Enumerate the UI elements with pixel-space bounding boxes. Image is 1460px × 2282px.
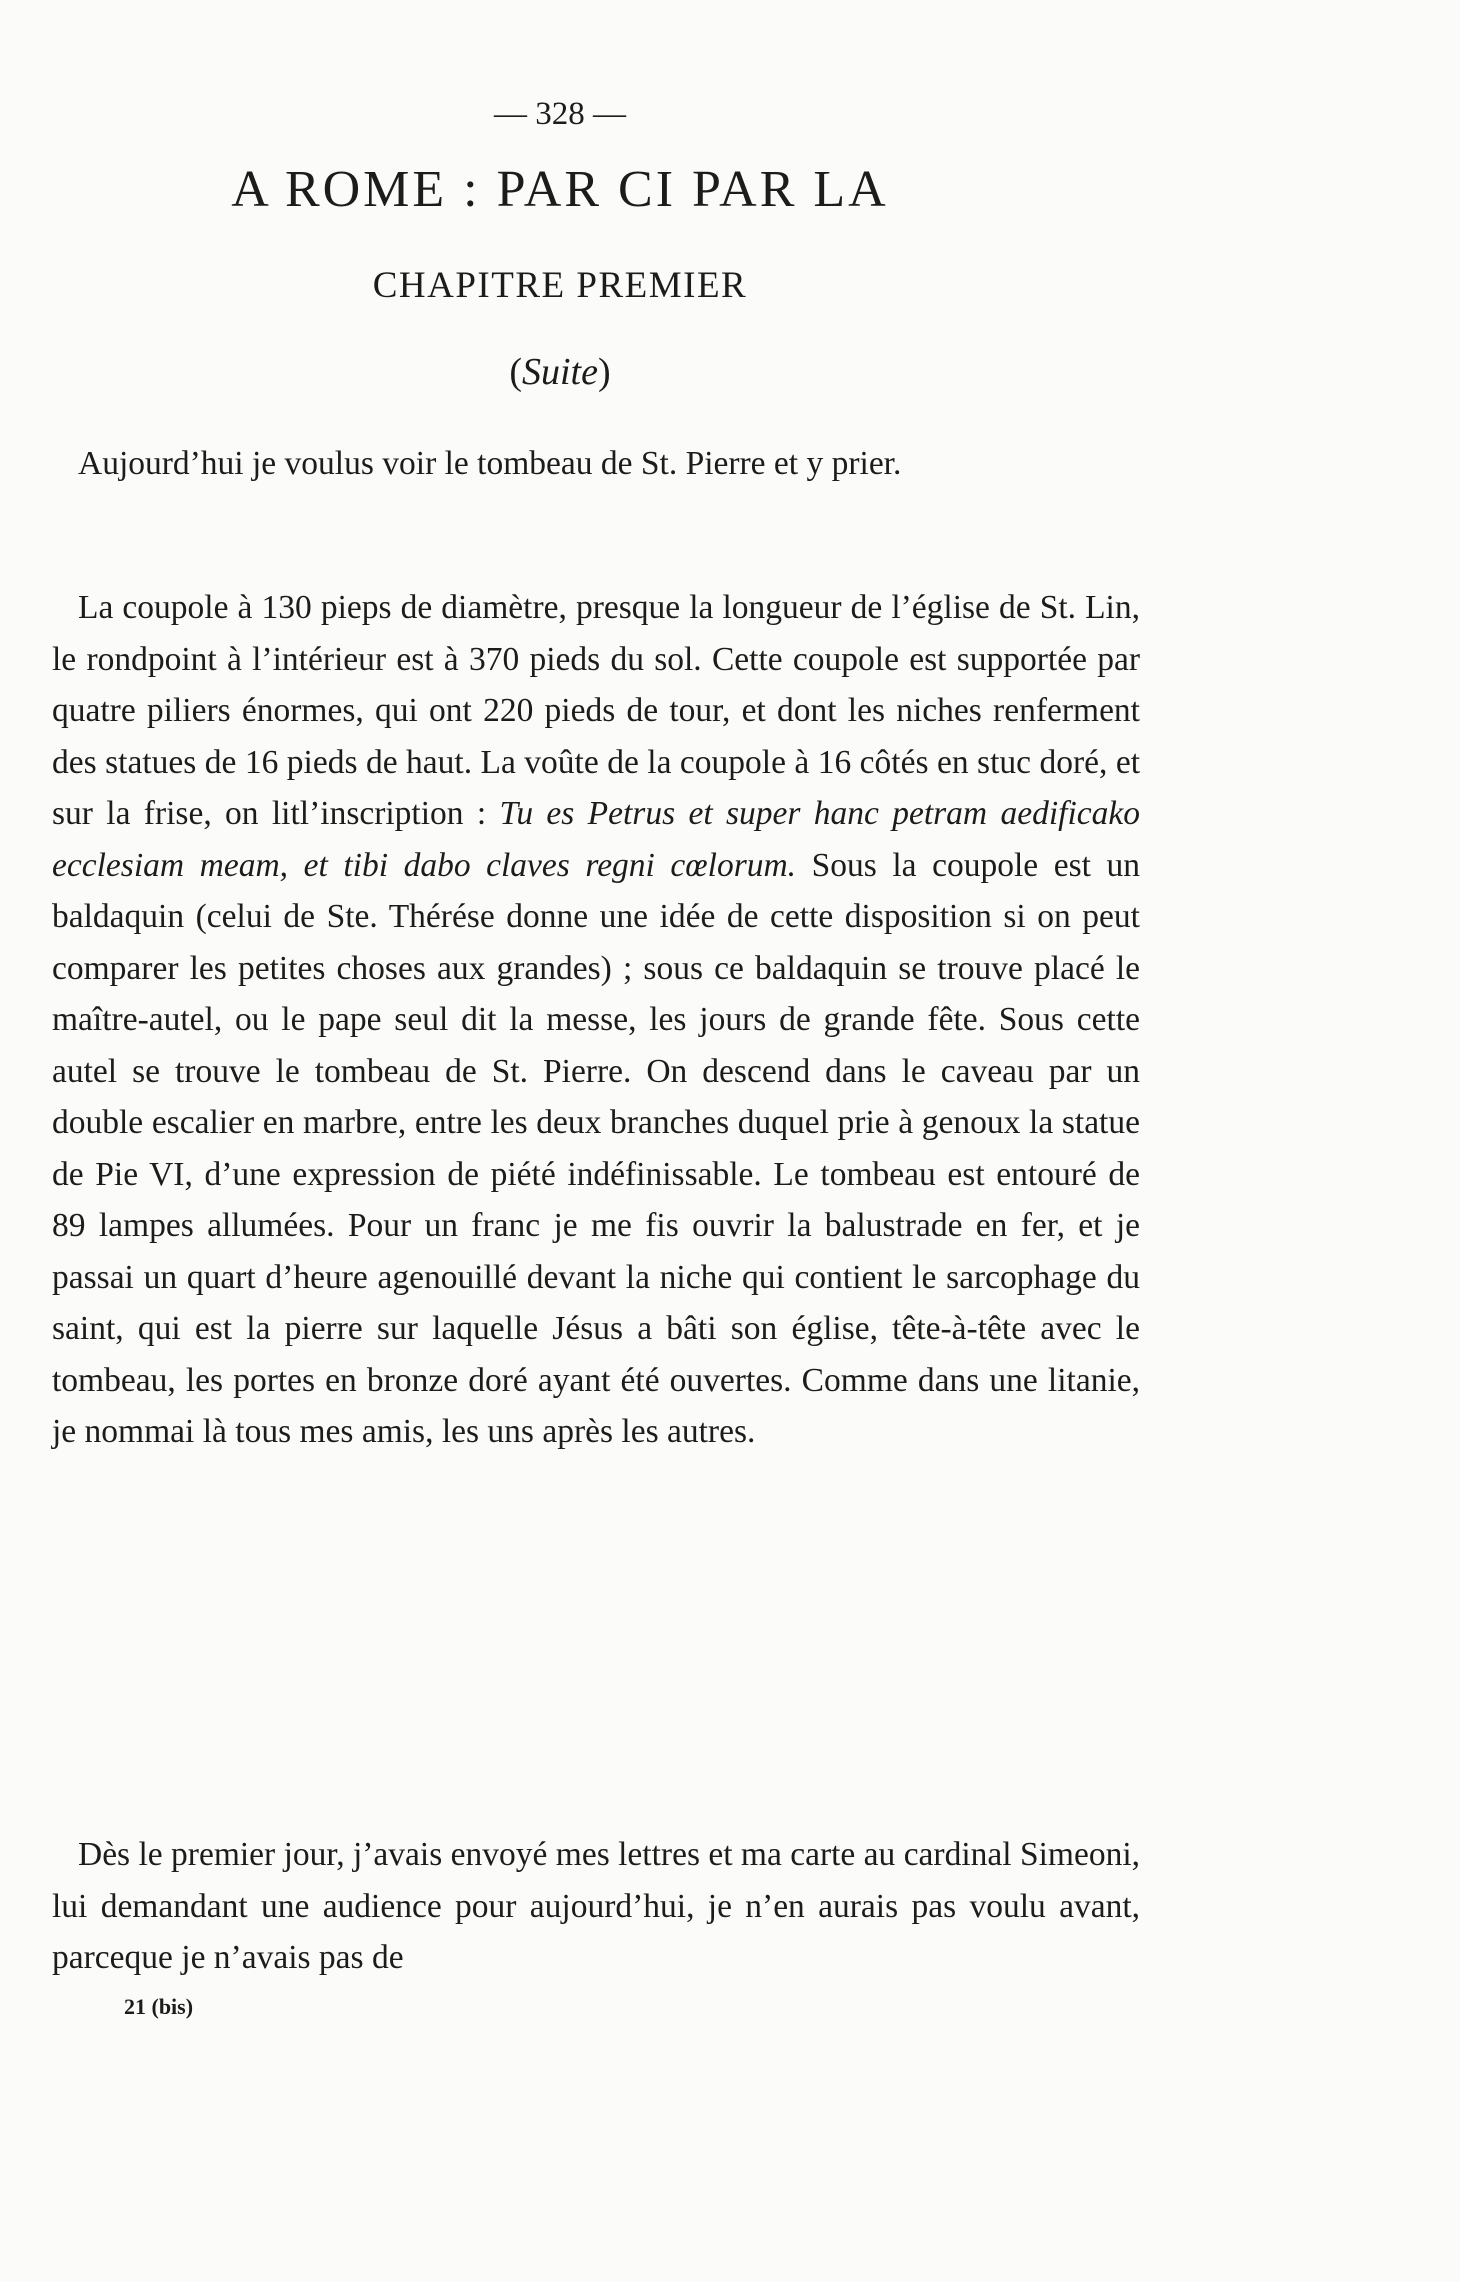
latin-inscription: Tu es Petrus et super hanc petram aedificako ecclesiam meam, et tibi dabo claves regni cœlorum. [52, 795, 1140, 884]
page-title: A ROME : PAR CI PAR LA [231, 161, 889, 218]
paragraph-2-text-end: Sous la coupole est un baldaquin (celui de Ste. Thérése donne une idée de cette disposition si on peut comparer les petites choses aux grandes) ; sous ce baldaquin se trouve placé le maître-autel, ou le pape seul dit la messe, les jours de grande fête. Sous cette autel se trouve le tombeau de St. Pierre. On descend dans le caveau par un double escalier en marbre, entre les deux branches duquel prie à genoux la statue de Pie VI, d’une expression de piété indéfinissable. Le tombeau est entouré de 89 lampes allumées. Pour un franc je me fis ouvrir la balustrade en fer, et je passai un quart d’heure agenouillé devant la niche qui contient le sarcophage du saint, qui est la pierre sur laquelle Jésus a bâti son église, tête-à-tête avec le tombeau, les portes en bronze doré ayant été ouvertes. Comme dans une litanie, je nommai là tous mes amis, les uns après les autres. [52, 846, 1140, 1450]
paragraph-1-block [52, 438, 1140, 490]
chapter-heading: CHAPITRE PREMIER [372, 265, 748, 306]
paragraph-2-text-start: La coupole à 130 pieps de diamètre, presque la longueur de l’église de St. Lin, le rondpoint à l’intérieur est à 370 pieds du sol. Cette coupole est supportée par quatre piliers énormes, qui ont 220 pieds de tour, et dont les niches renferment des statues de 16 pieds de haut. La voûte de la coupole à 16 côtés en stuc doré, et sur la frise, on litl’inscription : [52, 589, 1140, 832]
signature-mark: 21 (bis) [124, 1994, 194, 2019]
chapter-subtitle [0, 350, 1120, 394]
page-number: — 328 — [494, 96, 626, 132]
subtitle-open-paren: ( [509, 351, 522, 393]
subtitle-word: Suite [522, 351, 598, 393]
paragraph-3: Dès le premier jour, j’avais envoyé mes lettres et ma carte au cardinal Simeoni, lui demandant une audience pour aujourd’hui, je n’en aurais pas voulu avant, parceque je n’avais pas de [52, 1836, 1140, 1976]
paragraph-2 [52, 582, 1140, 1458]
paragraph-1: Aujourd’hui je voulus voir le tombeau de St. Pierre et y prier. [78, 445, 902, 482]
paragraph-3-block [52, 1829, 1140, 1984]
paragraph-2-block [52, 582, 1140, 1458]
subtitle-close-paren: ) [597, 351, 611, 393]
